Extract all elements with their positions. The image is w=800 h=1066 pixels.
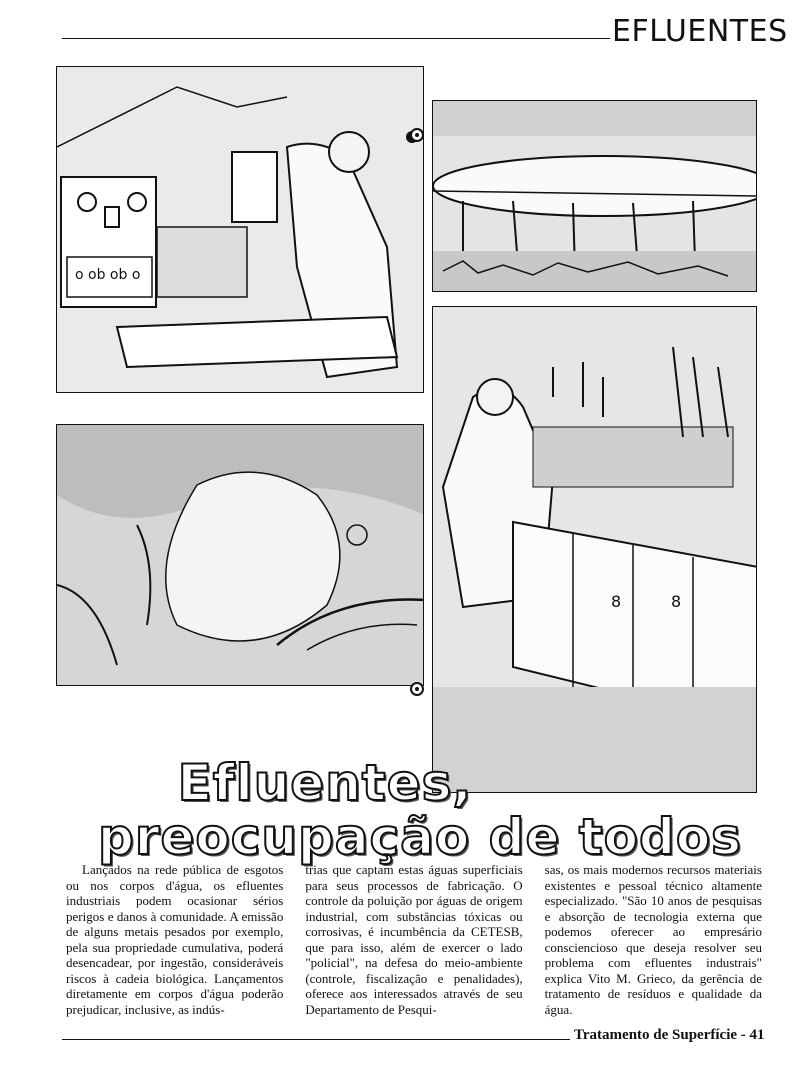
svg-text:8: 8	[671, 592, 682, 611]
page-footer: Tratamento de Superfície - 41	[574, 1027, 765, 1043]
photo-lab-control-panel	[56, 66, 424, 393]
article-column-3	[545, 862, 762, 1017]
footer-rule	[62, 1039, 570, 1040]
registration-mark	[410, 128, 424, 142]
article-column-1	[66, 862, 283, 1017]
photo-lab-glassware	[432, 306, 757, 793]
svg-text:o ob ob o: o ob ob o	[75, 267, 141, 283]
article-column-2	[305, 862, 522, 1017]
photo-treatment-tank	[432, 100, 757, 292]
headline-line-1: Efluentes,	[177, 754, 473, 812]
headline-line-2: preocupação de todos	[98, 808, 742, 866]
article-paragraph: trias que captam estas águas superficiais para seus processos de fabricação. O controle da poluição por águas de origem industrial, com substâncias tóxicas ou corrosivas, é incumbência da CETESB, que para isso, além de exercer o lado "policial", na defesa do meio-ambiente (controle, fiscalização e penalidades), oferece aos interessados através de seu Departamento de Pesqui-	[305, 862, 523, 1017]
section-title: EFLUENTES	[612, 14, 788, 49]
article-paragraph: sas, os mais modernos recursos materiais existentes e pessoal técnico altamente especializado. "São 10 anos de pesquisas e absorção de tecnologia externa que podemos oferecer ao empresário consciencioso que deseja resolver seu problema com efluentes industrais" explica Vito M. Grieco, da gerência de tratamento de resíduos e qualidade da água.	[544, 862, 762, 1017]
registration-mark	[410, 682, 424, 696]
header-rule	[62, 38, 610, 39]
svg-text:8: 8	[611, 592, 622, 611]
article-body	[66, 862, 762, 1017]
photo-vegetation-water	[56, 424, 424, 686]
article-paragraph: Lançados na rede pública de esgotos ou nos corpos d'água, os efluentes industriais podem ocasionar sérios perigos e danos à comunidade. A emissão de alguns metais pesados por exemplo, pela sua propriedade cumulativa, poderá desencadear, por ingestão, consideráveis riscos à cadeia biológica. Lançamentos diretamente em corpos d'água poderão prejudicar, inclusive, as indús-	[66, 862, 284, 1017]
